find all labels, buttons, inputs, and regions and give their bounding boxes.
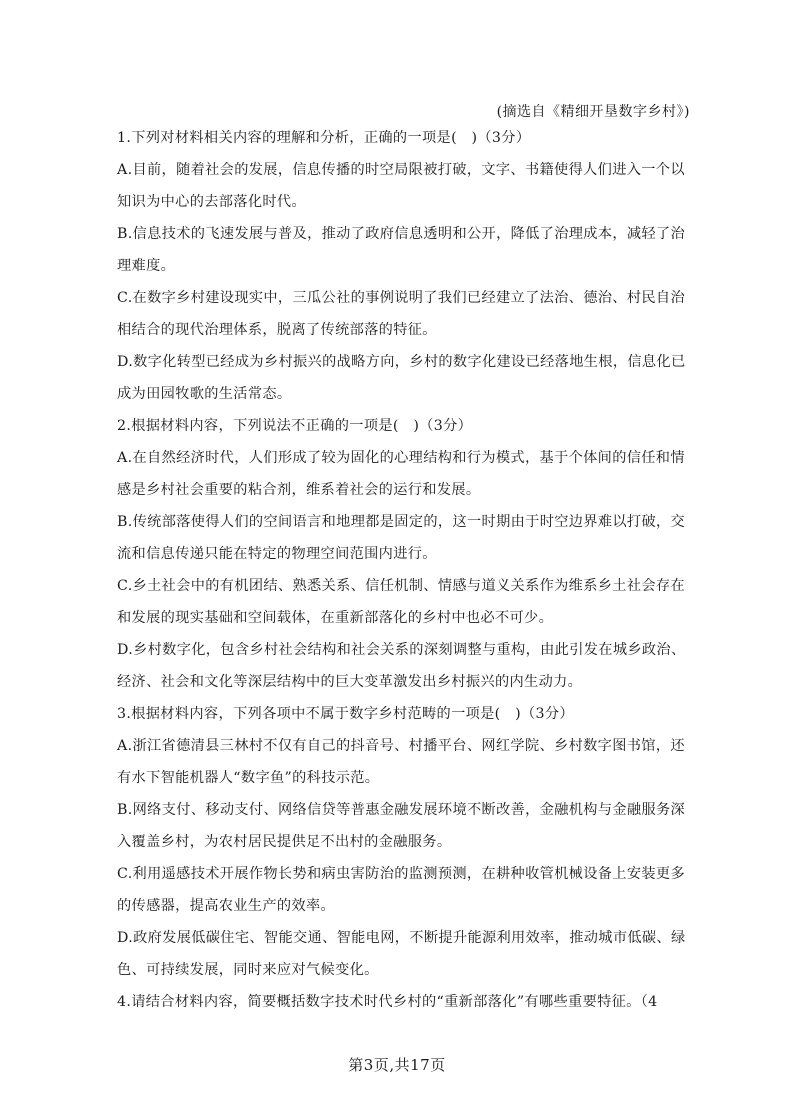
question-1-option-d-line-1: D.数字化转型已经成为乡村振兴的战略方向，乡村的数字化建设已经落地生根，信息化已: [117, 354, 686, 370]
question-3-stem: 3.根据材料内容，下列各项中不属于数字乡村范畴的一项是( )（3分）: [117, 706, 574, 722]
question-3-option-b-line-1: B.网络支付、移动支付、网络信贷等普惠金融发展环境不断改善，金融机构与金融服务深: [117, 802, 686, 818]
question-1-option-b-line-1: B.信息技术的飞速发展与普及，推动了政府信息透明和公开，降低了治理成本，减轻了治: [117, 226, 686, 242]
question-1-stem: 1.下列对材料相关内容的理解和分析，正确的一项是( )（3分）: [117, 130, 531, 146]
question-2-option-c-line-2: 和发展的现实基础和空间载体，在重新部落化的乡村中也必不可少。: [117, 610, 554, 626]
question-2-option-a-line-1: A.在自然经济时代，人们形成了较为固化的心理结构和行为模式，基于个体间的信任和情: [117, 450, 685, 466]
question-1-option-c-line-2: 相结合的现代治理体系，脱离了传统部落的特征。: [117, 322, 437, 338]
question-3-option-c-line-2: 的传感器，提高农业生产的效率。: [117, 898, 336, 914]
question-1-option-a-line-1: A.目前，随着社会的发展，信息传播的时空局限被打破，文字、书籍使得人们进入一个以: [117, 162, 685, 178]
question-2-option-a-line-2: 感是乡村社会重要的粘合剂，维系着社会的运行和发展。: [117, 482, 481, 498]
question-1-option-d-line-2: 成为田园牧歌的生活常态。: [117, 386, 292, 402]
question-3-option-d-line-2: 色、可持续发展，同时来应对气候变化。: [117, 962, 379, 978]
question-3-option-a-line-2: 有水下智能机器人“数字鱼”的科技示范。: [117, 770, 380, 786]
question-1-option-b-line-2: 理难度。: [117, 258, 176, 274]
question-3-option-a-line-1: A.浙江省德清县三林村不仅有自己的抖音号、村播平台、网红学院、乡村数字图书馆，还: [117, 738, 685, 754]
question-3-option-d-line-1: D.政府发展低碳住宅、智能交通、智能电网，不断提升能源利用效率，推动城市低碳、绿: [117, 930, 686, 946]
question-2-option-c-line-1: C.乡土社会中的有机团结、熟悉关系、信任机制、情感与道义关系作为维系乡土社会存在: [117, 578, 685, 594]
page-number: 第3页,共17页: [348, 1056, 446, 1074]
question-2-option-b-line-2: 流和信息传递只能在特定的物理空间范围内进行。: [117, 546, 437, 562]
question-2-option-d-line-1: D.乡村数字化，包含乡村社会结构和社会关系的深刻调整与重构，由此引发在城乡政治、: [117, 642, 686, 658]
question-3-option-c-line-1: C.利用遥感技术开展作物长势和病虫害防治的监测预测，在耕种收管机械设备上安装更多: [117, 866, 685, 882]
question-2-stem: 2.根据材料内容，下列说法不正确的一项是( )（3分）: [117, 418, 473, 434]
question-2-option-b-line-1: B.传统部落使得人们的空间语言和地理都是固定的，这一时期由于时空边界难以打破，交: [117, 514, 686, 530]
question-1-option-a-line-2: 知识为中心的去部落化时代。: [117, 194, 306, 210]
question-3-option-b-line-2: 入覆盖乡村，为农村居民提供足不出村的金融服务。: [117, 834, 452, 850]
question-2-option-d-line-2: 经济、社会和文化等深层结构中的巨大变革激发出乡村振兴的内生动力。: [117, 674, 583, 690]
question-1-option-c-line-1: C.在数字乡村建设现实中，三瓜公社的事例说明了我们已经建立了法治、德治、村民自治: [117, 290, 685, 306]
question-body: [117, 128, 690, 1024]
source-citation: (摘选自《精细开垦数字乡村》): [496, 104, 690, 120]
question-4-stem: 4.请结合材料内容，简要概括数字技术时代乡村的“重新部落化”有哪些重要特征。（4: [117, 994, 658, 1010]
